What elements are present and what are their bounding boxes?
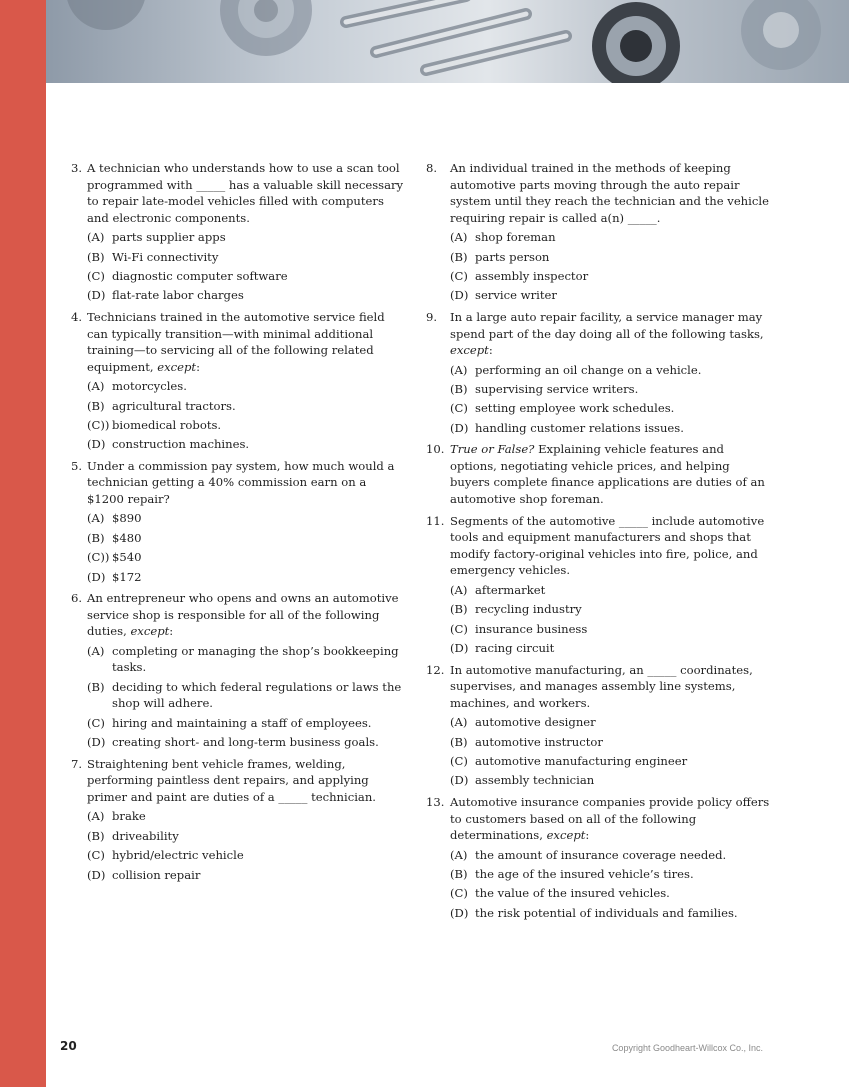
- stem-text: A technician who understands how to use a scan tool programmed with _____ has a valuable skill necessary to repair late-model vehicles filled with computers and electronic components.: [87, 161, 404, 225]
- question-10: [426, 441, 771, 507]
- option-text: the amount of insurance coverage needed.: [475, 847, 727, 862]
- stem-text: Straightening bent vehicle frames, welding, performing paintless dent repairs, and applying primer and paint are duties of a _____ technician.: [87, 756, 376, 804]
- option-letter: (A): [87, 511, 105, 526]
- question-3: [66, 160, 406, 304]
- question-stem: [87, 160, 406, 226]
- option-letter: (D): [450, 773, 469, 788]
- stem-text: Segments of the automotive _____ include automotive tools and equipment manufacturers and shops that modify factory-original vehicles into fire, police, and emergency vehicles.: [450, 513, 765, 578]
- auto-parts-photo: [46, 0, 849, 83]
- option-letter: (D): [450, 420, 469, 435]
- option-text: performing an oil change on a vehicle.: [475, 362, 702, 377]
- option-letter: (C): [87, 848, 105, 863]
- option: [450, 582, 771, 599]
- question-number: 5.: [70, 458, 82, 473]
- option: [87, 569, 406, 586]
- option-letter: (D): [87, 569, 106, 584]
- option-letter: (D): [450, 641, 469, 655]
- option-text: agricultural tractors.: [112, 398, 236, 413]
- option: [450, 621, 771, 638]
- question-number: 10.: [426, 442, 445, 457]
- option-text: brake: [112, 809, 146, 824]
- page-side-bar: [0, 0, 46, 1087]
- option-letter: (D): [87, 867, 106, 882]
- question-number: 3.: [70, 161, 82, 175]
- question-5: [66, 458, 406, 585]
- question-number: 6.: [70, 591, 82, 606]
- option-text: assembly technician: [475, 773, 595, 788]
- option-text: biomedical robots.: [112, 417, 222, 432]
- option: [450, 362, 771, 379]
- question-stem: [450, 441, 771, 507]
- option-letter: (D): [450, 905, 469, 920]
- stem-italic: True or False?: [450, 442, 535, 457]
- question-12: [426, 662, 771, 789]
- option: [450, 885, 771, 902]
- copyright-notice: Copyright Goodheart-Willcox Co., Inc.: [611, 1043, 763, 1053]
- option-text: supervising service writers.: [475, 381, 639, 396]
- option-letter: (B): [450, 866, 468, 881]
- option: [450, 268, 771, 285]
- option: [450, 287, 771, 304]
- left-question-column: [66, 160, 406, 888]
- option-text: service writer: [475, 288, 557, 303]
- question-stem: [87, 756, 406, 806]
- stem-text: In a large auto repair facility, a service manager may spend part of the day doing all of the following tasks,: [450, 309, 764, 341]
- question-number: 11.: [426, 513, 445, 528]
- option-letter: (A): [450, 362, 468, 377]
- option: [87, 828, 406, 845]
- option: [87, 715, 406, 732]
- option: [87, 229, 406, 246]
- option: [87, 679, 406, 712]
- stem-italic: except: [546, 828, 586, 843]
- option: [87, 808, 406, 825]
- option-letter: (B): [450, 249, 468, 264]
- option-text: collision repair: [112, 867, 201, 882]
- option-letter: (A): [87, 230, 105, 245]
- option-letter: (D): [450, 288, 469, 303]
- option-letter: (A): [450, 847, 468, 862]
- question-number: 4.: [70, 309, 82, 324]
- option-letter: (A): [450, 715, 468, 730]
- page-number: 20: [60, 1039, 77, 1053]
- option-letter: (B): [450, 381, 468, 396]
- stem-text: An entrepreneur who opens and owns an automotive service shop is responsible for all of the following duties,: [87, 591, 399, 639]
- option-text: insurance business: [475, 621, 588, 636]
- option: [87, 249, 406, 266]
- question-stem: [450, 513, 771, 579]
- question-number: 13.: [426, 794, 445, 809]
- option: [450, 734, 771, 751]
- option-text: $890: [112, 511, 142, 526]
- option-letter: (C): [87, 268, 105, 283]
- option-text: recycling industry: [475, 602, 582, 617]
- option: [450, 381, 771, 398]
- option-letter: (A): [450, 230, 468, 245]
- option: [450, 866, 771, 883]
- option-letter: (D): [87, 288, 106, 303]
- stem-italic: except: [450, 343, 489, 358]
- option: [87, 436, 406, 453]
- option-text: shop foreman: [475, 230, 556, 245]
- option-letter: (B): [87, 530, 105, 545]
- stem-tail: :: [196, 359, 200, 374]
- option: [450, 601, 771, 618]
- option: [87, 378, 406, 395]
- option-text: automotive instructor: [475, 734, 603, 749]
- option: [87, 549, 406, 566]
- option-text: deciding to which federal regulations or laws the shop will adhere.: [112, 679, 402, 711]
- stem-text: Under a commission pay system, how much would a technician getting a 40% commission earn on a $1200 repair?: [87, 458, 395, 507]
- option: [87, 867, 406, 884]
- option: [450, 420, 771, 437]
- stem-tail: :: [585, 828, 590, 843]
- option-text: construction machines.: [112, 437, 250, 452]
- option: [450, 753, 771, 770]
- option-text: hiring and maintaining a staff of employees.: [112, 715, 372, 730]
- option-letter: (B): [87, 828, 105, 843]
- option: [450, 905, 771, 922]
- option-text: setting employee work schedules.: [475, 401, 675, 416]
- stem-tail: :: [488, 343, 493, 358]
- option-text: automotive manufacturing engineer: [475, 753, 688, 768]
- option-text: the risk potential of individuals and families.: [475, 905, 738, 920]
- option-letter: (C)): [87, 417, 110, 432]
- option: [87, 510, 406, 527]
- option: [450, 847, 771, 864]
- stem-text: An individual trained in the methods of keeping automotive parts moving through the auto repair system until they reach the technician and the vehicle requiring repair is called a(n) _____.: [450, 161, 769, 225]
- option-letter: (C): [87, 715, 105, 730]
- question-7: [66, 756, 406, 883]
- option-letter: (A): [450, 582, 468, 597]
- option-text: handling customer relations issues.: [475, 420, 684, 435]
- question-stem: [87, 309, 406, 375]
- option-text: $540: [112, 550, 142, 565]
- option-letter: (C): [450, 753, 468, 768]
- option-letter: (C): [450, 401, 468, 416]
- option: [450, 772, 771, 789]
- option-text: assembly inspector: [475, 268, 589, 283]
- option-letter: (D): [87, 735, 106, 750]
- option-text: completing or managing the shop’s bookkeeping tasks.: [112, 643, 399, 675]
- option-text: creating short- and long-term business goals.: [112, 735, 379, 750]
- question-number: 8.: [426, 161, 438, 175]
- question-11: [426, 513, 771, 657]
- option: [87, 417, 406, 434]
- question-6: [66, 590, 406, 751]
- option: [87, 287, 406, 304]
- option-text: hybrid/electric vehicle: [112, 848, 244, 863]
- option-text: the value of the insured vehicles.: [475, 886, 670, 901]
- option-letter: (A): [87, 643, 105, 658]
- option: [450, 249, 771, 266]
- option-letter: (C): [450, 886, 468, 901]
- option-text: automotive designer: [475, 715, 596, 730]
- option: [87, 398, 406, 415]
- option-text: driveability: [112, 828, 179, 843]
- question-number: 7.: [70, 756, 82, 771]
- option-letter: (B): [87, 679, 105, 694]
- option: [450, 640, 771, 657]
- option-letter: (C): [450, 268, 468, 283]
- question-number: 12.: [426, 662, 445, 677]
- option-text: racing circuit: [475, 641, 555, 655]
- option-text: parts supplier apps: [112, 230, 226, 245]
- option-text: motorcycles.: [112, 379, 187, 394]
- header-banner-image: [46, 0, 849, 83]
- question-stem: [450, 662, 771, 712]
- right-question-column: [426, 160, 771, 926]
- question-stem: [450, 160, 771, 226]
- option-letter: (B): [450, 734, 468, 749]
- option-text: aftermarket: [475, 582, 546, 597]
- option-text: parts person: [475, 249, 550, 264]
- question-stem: [87, 458, 406, 508]
- option-letter: (B): [450, 602, 468, 617]
- stem-italic: except: [157, 359, 197, 374]
- option-letter: (A): [87, 809, 105, 824]
- question-4: [66, 309, 406, 453]
- stem-text: Explaining vehicle features and options, negotiating vehicle prices, and helping buyers complete finance applications are duties of an automotive shop foreman.: [450, 442, 765, 507]
- question-stem: [87, 590, 406, 640]
- stem-tail: :: [169, 624, 174, 639]
- option-text: Wi-Fi connectivity: [112, 249, 219, 264]
- option-letter: (B): [87, 398, 105, 413]
- question-stem: [450, 794, 771, 844]
- stem-text: Automotive insurance companies provide policy offers to customers based on all of the following determinations,: [450, 794, 770, 843]
- question-number: 9.: [426, 309, 438, 324]
- option: [87, 530, 406, 547]
- option-text: the age of the insured vehicle’s tires.: [475, 866, 694, 881]
- option: [450, 714, 771, 731]
- option-text: $172: [112, 569, 142, 584]
- option-text: flat-rate labor charges: [112, 288, 244, 303]
- option-letter: (C)): [87, 550, 110, 565]
- option-text: diagnostic computer software: [112, 268, 288, 283]
- option-letter: (B): [87, 249, 105, 264]
- option: [450, 400, 771, 417]
- option: [450, 229, 771, 246]
- option-text: $480: [112, 530, 142, 545]
- option: [87, 847, 406, 864]
- question-13: [426, 794, 771, 921]
- question-8: [426, 160, 771, 304]
- stem-italic: except: [130, 624, 170, 639]
- stem-text: In automotive manufacturing, an _____ coordinates, supervises, and manages assembly line systems, machines, and workers.: [450, 662, 753, 710]
- stem-text: Technicians trained in the automotive service field can typically transition—with minimal additional training—to servicing all of the following related equipment,: [87, 309, 385, 374]
- option: [87, 643, 406, 676]
- option: [87, 268, 406, 285]
- option-letter: (D): [87, 437, 106, 452]
- question-9: [426, 309, 771, 436]
- option-letter: (A): [87, 379, 105, 394]
- option-letter: (C): [450, 621, 468, 636]
- option: [87, 734, 406, 751]
- question-stem: [450, 309, 771, 359]
